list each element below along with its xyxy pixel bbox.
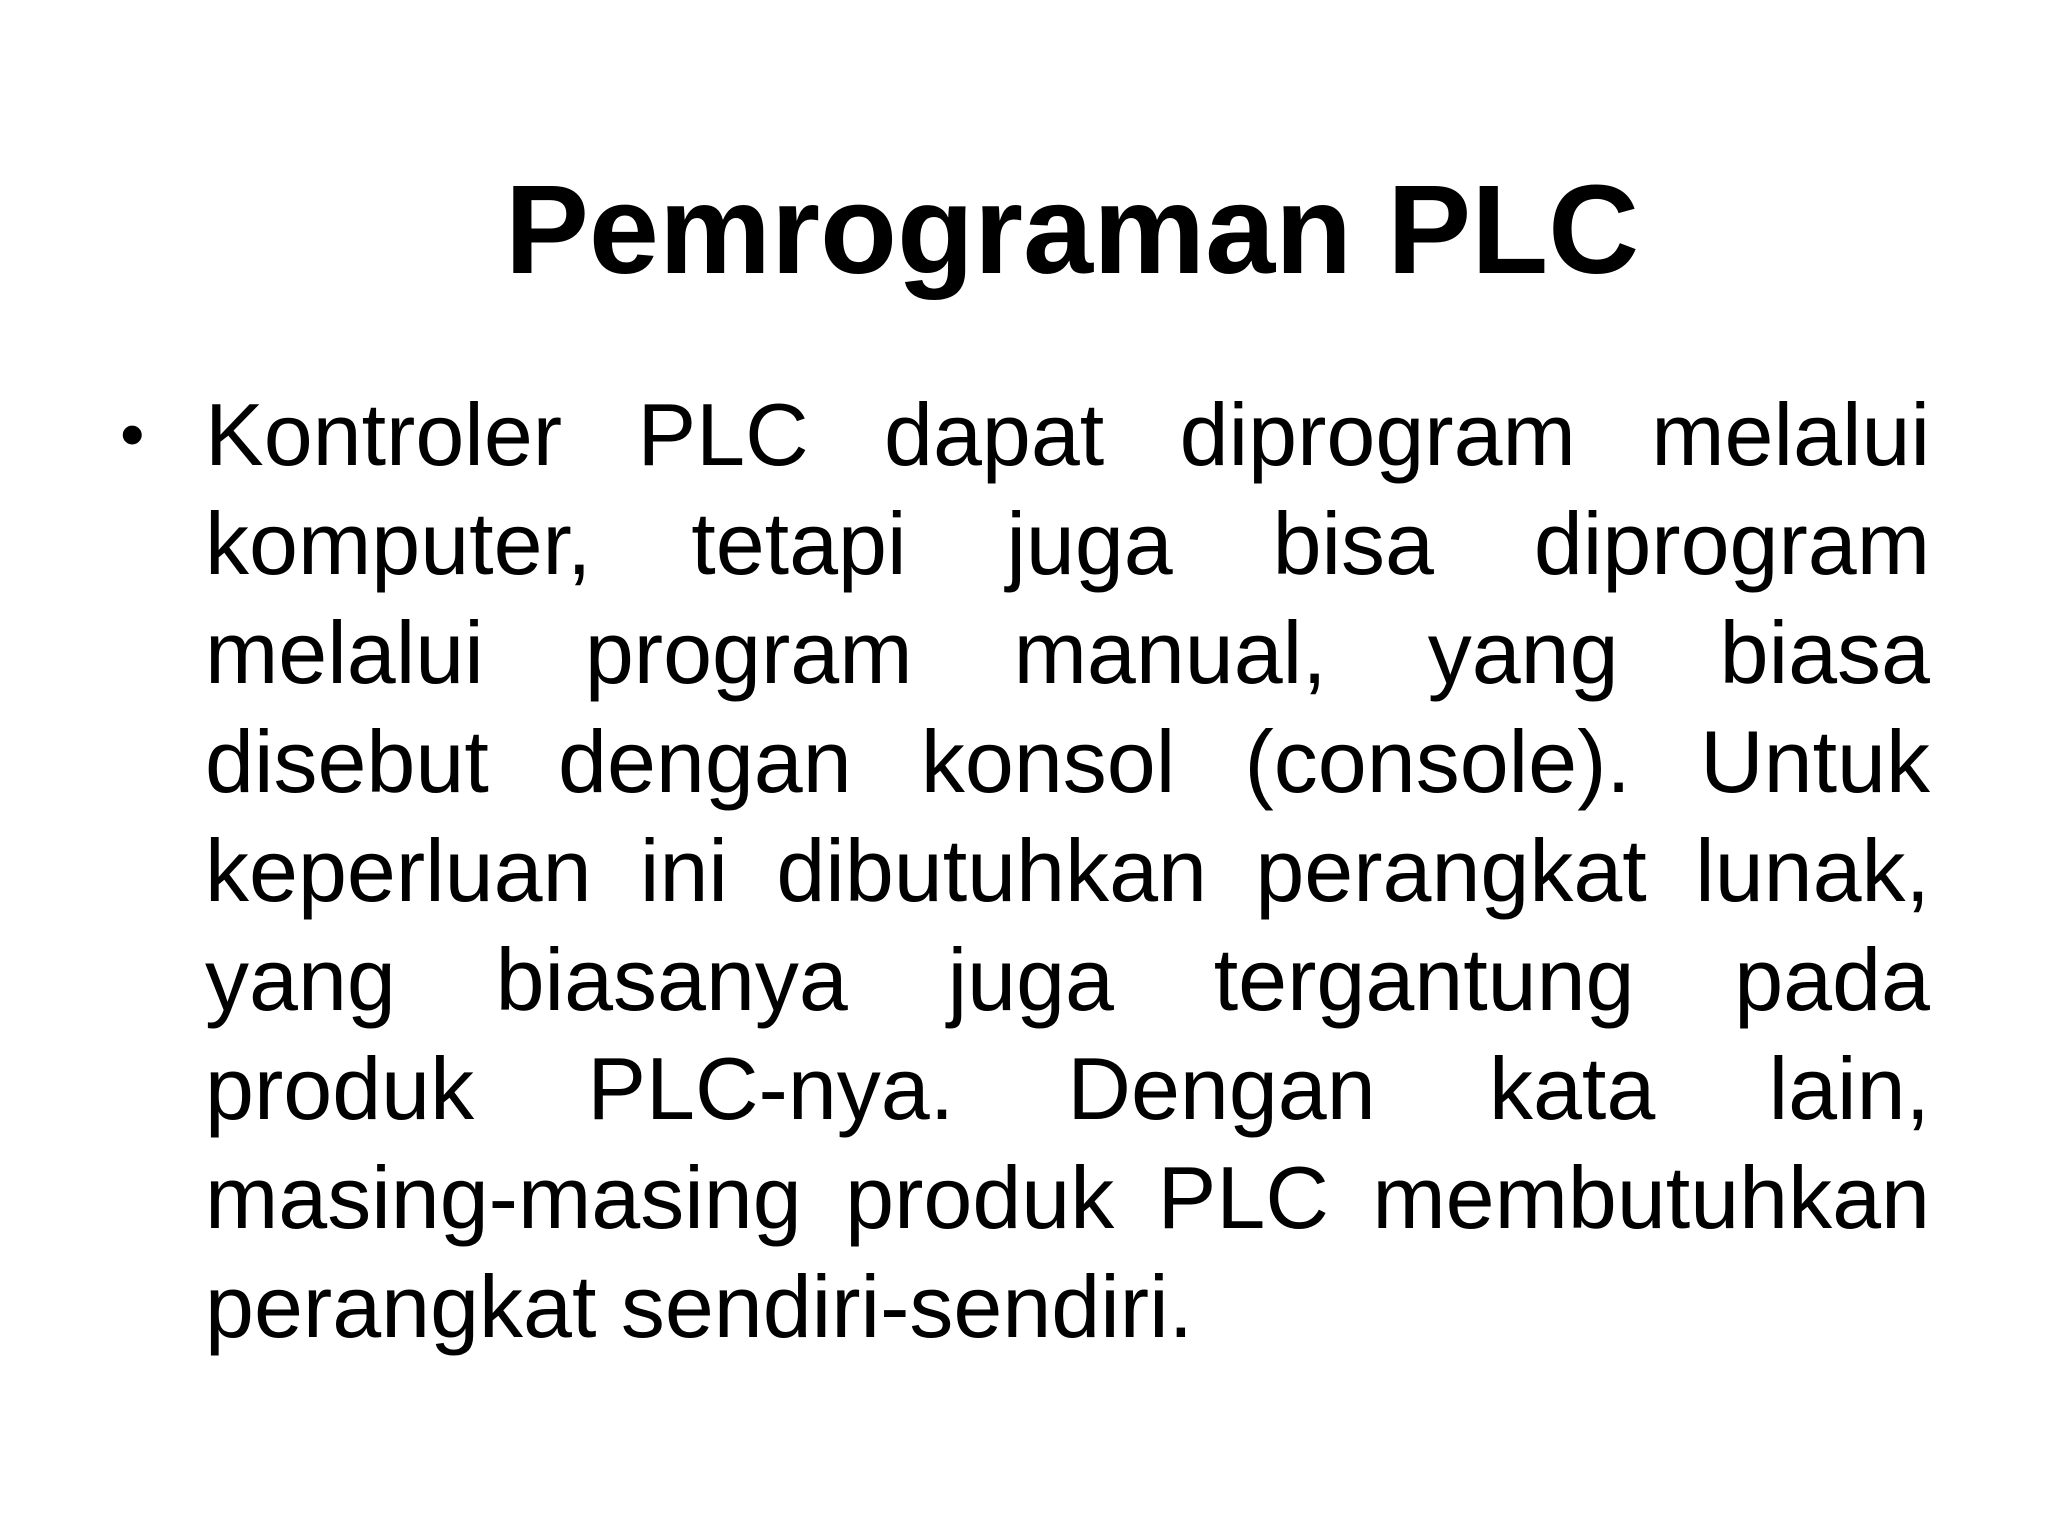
paragraph-line: produk PLC-nya. Dengan kata lain,: [205, 1039, 1930, 1138]
bullet-item: [120, 380, 1930, 1361]
slide-content: [120, 380, 1930, 1361]
bullet-text: [205, 380, 1930, 1361]
paragraph-line: keperluan ini dibutuhkan perangkat lunak,: [205, 821, 1930, 920]
paragraph-line: masing-masing produk PLC membutuhkan: [205, 1148, 1930, 1247]
paragraph-line: melalui program manual, yang biasa: [205, 603, 1930, 702]
slide-title: Pemrograman PLC: [504, 159, 1640, 300]
paragraph-line: perangkat sendiri-sendiri.: [205, 1257, 1194, 1356]
paragraph-line: disebut dengan konsol (console). Untuk: [205, 712, 1930, 811]
paragraph-line: komputer, tetapi juga bisa diprogram: [205, 494, 1930, 593]
paragraph-line: yang biasanya juga tergantung pada: [205, 930, 1930, 1029]
bullet-icon: •: [120, 395, 145, 473]
paragraph-line: Kontroler PLC dapat diprogram melalui: [205, 385, 1930, 484]
